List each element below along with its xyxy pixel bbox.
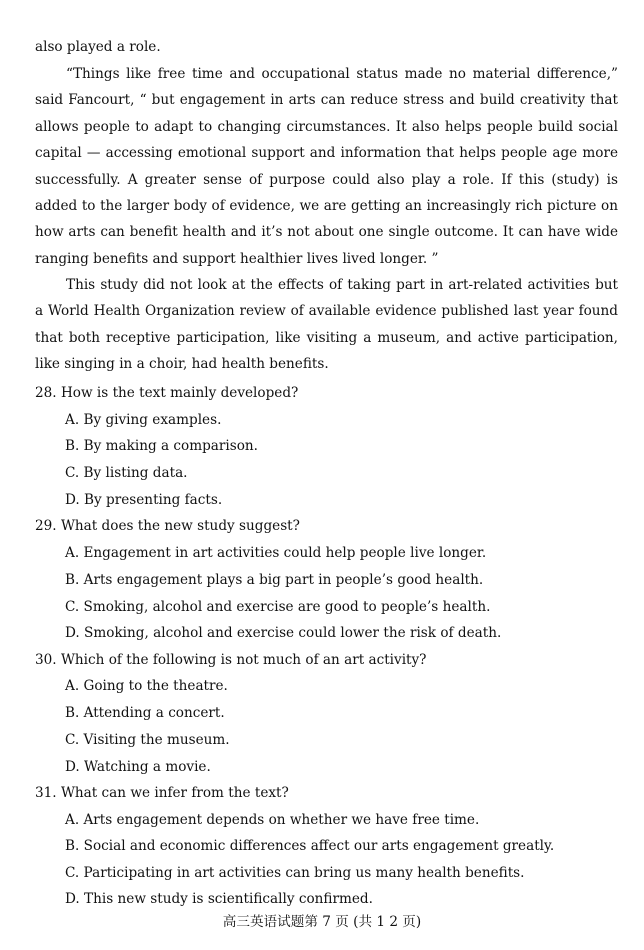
question-stem: 28. How is the text mainly developed? (35, 385, 299, 401)
answer-option: A. Arts engagement depends on whether we have free time. (65, 812, 480, 828)
answer-option: C. Smoking, alcohol and exercise are good to people’s health. (65, 599, 491, 615)
question-stem: 30. Which of the following is not much of an art activity? (35, 652, 427, 668)
answer-option: C. Visiting the museum. (65, 732, 230, 748)
question-stem: 31. What can we infer from the text? (35, 785, 289, 801)
answer-option: A. Engagement in art activities could help people live longer. (65, 545, 487, 561)
answer-option: B. Social and economic differences affect our arts engagement greatly. (65, 838, 555, 854)
answer-option: D. By presenting facts. (65, 492, 223, 508)
answer-option: B. By making a comparison. (65, 438, 258, 454)
passage-paragraph: This study did not look at the effects of taking part in art-related activities but a World Health Organization review of available evidence published last year found that both receptive participation, like visiting a museum, and active participation, like singing in a choir, had health benefits. (35, 277, 618, 373)
question-stem: 29. What does the new study suggest? (35, 518, 300, 534)
answer-option: B. Arts engagement plays a big part in people’s good health. (65, 572, 484, 588)
answer-option: A. By giving examples. (65, 412, 222, 428)
answer-option: B. Attending a concert. (65, 705, 225, 721)
passage-line: also played a role. (35, 39, 161, 55)
answer-option: D. This new study is scientifically confirmed. (65, 891, 373, 907)
answer-option: D. Smoking, alcohol and exercise could lower the risk of death. (65, 625, 502, 641)
page-footer: 高三英语试题第 7 页 (共 1 2 页) (222, 914, 422, 930)
passage-paragraph: “Things like free time and occupational status made no material difference,” said Fancourt, “ but engagement in arts can reduce stress and build creativity that allows people to adapt to changing circumstances. It also helps people build social capital — accessing emotional support and information that helps people age more successfully. A greater sense of purpose could also play a role. If this (study) is added to the larger body of evidence, we are getting an increasingly rich picture on how arts can benefit health and it’s not about one single outcome. It can have wide ranging benefits and support healthier lives lived longer. ” (35, 66, 618, 267)
answer-option: C. Participating in art activities can bring us many health benefits. (65, 865, 525, 881)
answer-option: A. Going to the theatre. (65, 678, 228, 694)
answer-option: D. Watching a movie. (65, 759, 211, 775)
answer-option: C. By listing data. (65, 465, 188, 481)
